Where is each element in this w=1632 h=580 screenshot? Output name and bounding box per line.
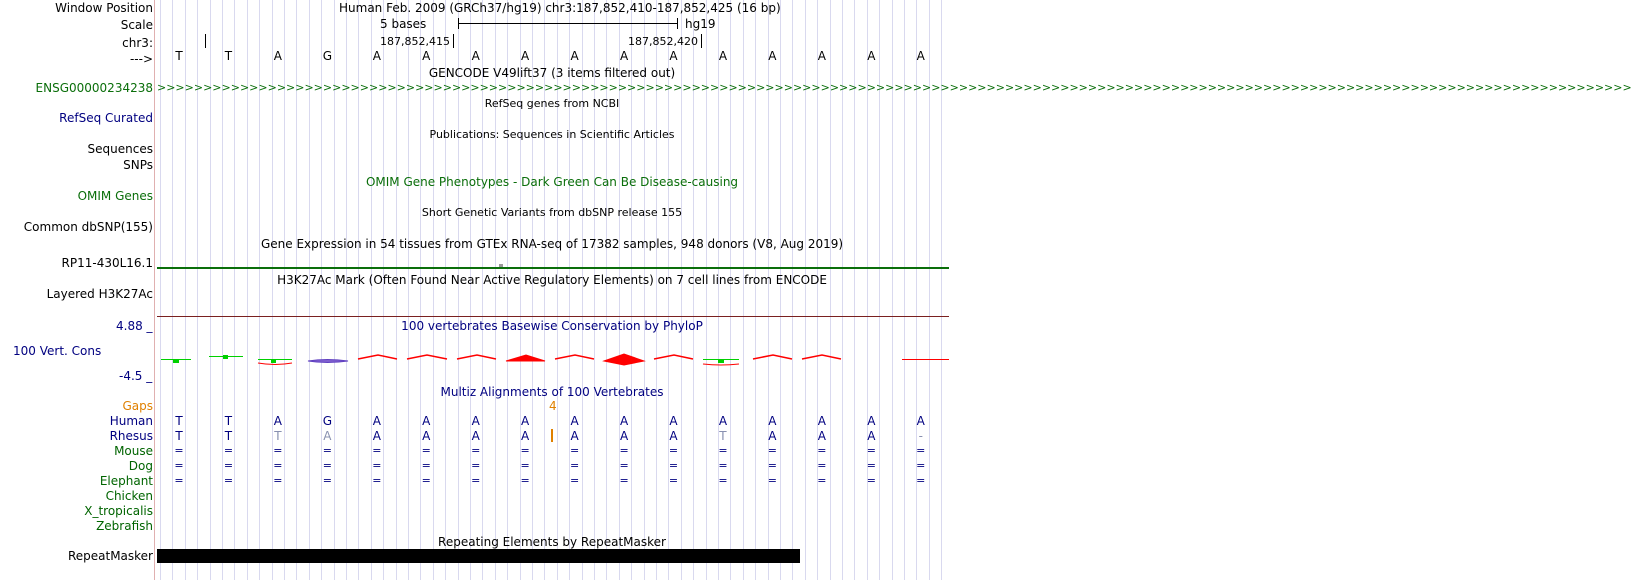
- alignment-base: =: [520, 444, 530, 457]
- base-letter: T: [224, 49, 233, 63]
- gencode-item-label[interactable]: ENSG00000234238: [35, 81, 153, 95]
- alignment-base: =: [668, 474, 679, 487]
- alignment-base: =: [619, 474, 629, 487]
- phylop-max-label: 4.88 _: [116, 319, 153, 333]
- phylop-bar-13: [753, 355, 792, 359]
- alignment-base: =: [767, 474, 777, 487]
- alignment-base: =: [372, 474, 382, 487]
- gtex-track-title: Gene Expression in 54 tissues from GTEx RNA-seq of 17382 samples, 948 donors (V8, Aug 2019): [260, 237, 844, 251]
- position-text: Human Feb. 2009 (GRCh37/hg19) chr3:187,852,410-187,852,425 (16 bp): [339, 1, 781, 15]
- species-label: Elephant: [99, 474, 153, 488]
- alignment-base: A: [669, 414, 678, 428]
- ruler-tick-1: [205, 34, 206, 48]
- phylop-track-label[interactable]: 100 Vert. Cons: [13, 344, 102, 358]
- alignment-base: =: [174, 474, 184, 487]
- alignment-base: =: [866, 444, 876, 457]
- repeatmasker-track-label[interactable]: RepeatMasker: [67, 549, 153, 563]
- phylop-min-label: -4.5 _: [119, 369, 153, 383]
- alignment-base: -: [918, 429, 923, 443]
- alignment-base: =: [174, 444, 184, 457]
- phylop-bar-16: [902, 359, 949, 360]
- phylop-bar-6: [407, 355, 447, 359]
- alignment-base: =: [471, 474, 481, 487]
- species-label: Mouse: [114, 444, 153, 458]
- gap-count-label: 4: [549, 399, 557, 413]
- alignment-base: =: [817, 474, 827, 487]
- base-letter: A: [570, 49, 579, 63]
- base-letter: G: [322, 49, 332, 63]
- alignment-base: A: [471, 429, 480, 443]
- phylop-bar-7: [457, 355, 496, 359]
- alignment-base: =: [273, 459, 283, 472]
- refseq-track-title: RefSeq genes from NCBI: [484, 97, 620, 110]
- phylop-bar-5: [358, 355, 397, 359]
- base-letter: A: [768, 49, 777, 63]
- coordinate-label-1: 187,852,415: [380, 35, 450, 48]
- alignment-base: A: [768, 429, 777, 443]
- alignment-base: =: [520, 459, 530, 472]
- phylop-bar-4: [308, 360, 348, 363]
- alignment-base: A: [422, 414, 431, 428]
- multiz-track-title: Multiz Alignments of 100 Vertebrates: [440, 385, 664, 399]
- alignment-base: =: [718, 444, 728, 457]
- alignment-base: A: [323, 429, 332, 443]
- alignment-base: T: [719, 429, 727, 443]
- gencode-track-title: GENCODE V49lift37 (3 items filtered out): [428, 66, 676, 80]
- alignment-base: T: [175, 414, 183, 428]
- alignment-base: =: [619, 444, 629, 457]
- alignment-base: =: [471, 444, 481, 457]
- phylop-bar-12-low: [703, 364, 739, 365]
- chromosome-label: chr3:: [122, 36, 153, 50]
- alignment-base: =: [866, 459, 876, 472]
- alignment-base: =: [718, 474, 728, 487]
- base-letter: A: [471, 49, 480, 63]
- alignment-base: =: [916, 474, 926, 487]
- species-label: Dog: [128, 459, 153, 473]
- alignment-base: =: [619, 459, 629, 472]
- alignment-base: =: [718, 459, 728, 472]
- base-letter: A: [372, 49, 381, 63]
- coordinate-label-2: 187,852,420: [628, 35, 698, 48]
- alignment-base: =: [223, 474, 234, 487]
- base-letter: A: [718, 49, 728, 63]
- base-letter: T: [175, 49, 183, 63]
- scale-bar: [458, 23, 677, 24]
- alignment-base: A: [471, 414, 480, 428]
- scale-bar-right-tick: [677, 18, 678, 29]
- phylop-bar-3-peak: [271, 359, 276, 363]
- species-label: Human: [109, 414, 153, 428]
- phylop-track-title: 100 vertebrates Basewise Conservation by PhyloP: [401, 319, 703, 333]
- alignment-base: =: [273, 474, 283, 487]
- alignment-base: =: [817, 444, 827, 457]
- alignment-base: A: [273, 414, 282, 428]
- gtex-item-label[interactable]: RP11-430L16.1: [61, 256, 153, 270]
- phylop-bar-14: [802, 355, 841, 359]
- publications-track-title: Publications: Sequences in Scientific Articles: [429, 128, 675, 141]
- alignment-base: =: [372, 444, 382, 457]
- scale-label: Scale: [120, 18, 153, 32]
- phylop-bar-1-peak: [173, 359, 179, 363]
- alignment-base: =: [817, 459, 827, 472]
- assembly-label: hg19: [685, 17, 716, 31]
- alignment-base: A: [422, 429, 431, 443]
- alignment-base: A: [521, 429, 530, 443]
- h3k27ac-track-label[interactable]: Layered H3K27Ac: [46, 287, 153, 301]
- strand-arrow-label: --->: [129, 52, 153, 66]
- phylop-conservation-graph: [157, 340, 950, 375]
- alignment-base: G: [322, 414, 332, 428]
- scale-text: 5 bases: [380, 17, 427, 31]
- label-panel-divider: [154, 0, 155, 580]
- alignment-base: A: [768, 414, 777, 428]
- gaps-label: Gaps: [122, 399, 153, 413]
- base-letter: A: [521, 49, 530, 63]
- alignment-base: T: [175, 429, 183, 443]
- alignment-base: =: [866, 474, 876, 487]
- alignment-base: =: [174, 459, 184, 472]
- window-position-label: Window Position: [55, 1, 153, 15]
- publications-track-label[interactable]: Sequences: [87, 142, 153, 156]
- base-letter: A: [817, 49, 826, 63]
- alignment-base: =: [569, 459, 580, 472]
- alignment-base: A: [619, 414, 629, 428]
- phylop-bar-12-peak: [718, 359, 724, 363]
- alignment-base: A: [669, 429, 678, 443]
- alignment-base: T: [224, 414, 233, 428]
- base-letter: A: [273, 49, 282, 63]
- base-letter: A: [867, 49, 876, 63]
- alignment-base: =: [322, 474, 332, 487]
- phylop-bar-8: [506, 355, 545, 361]
- alignment-base: A: [718, 414, 728, 428]
- h3k27ac-baseline: [157, 316, 949, 317]
- alignment-base: =: [767, 444, 777, 457]
- base-letter: A: [422, 49, 431, 63]
- h3k27ac-track-title: H3K27Ac Mark (Often Found Near Active Regulatory Elements) on 7 cell lines from ENCODE: [277, 273, 827, 287]
- alignment-base: =: [668, 459, 679, 472]
- alignment-base: A: [916, 414, 925, 428]
- alignment-base: =: [916, 444, 926, 457]
- alignment-base: =: [421, 474, 431, 487]
- alignment-base: =: [767, 459, 777, 472]
- repeatmasker-feature[interactable]: [157, 549, 800, 563]
- species-label: X_tropicalis: [84, 504, 153, 518]
- phylop-bar-2-peak: [223, 355, 228, 359]
- phylop-bar-9: [555, 355, 594, 359]
- phylop-bar-10: [604, 354, 644, 365]
- alignment-base: A: [867, 414, 876, 428]
- omim-track-title: OMIM Gene Phenotypes - Dark Green Can Be Disease-causing: [365, 175, 739, 189]
- alignment-base: A: [817, 429, 826, 443]
- alignment-base: =: [372, 459, 382, 472]
- alignment-base: =: [421, 459, 431, 472]
- alignment-base: A: [570, 414, 579, 428]
- repeatmasker-track-title: Repeating Elements by RepeatMasker: [438, 535, 666, 549]
- alignment-base: A: [372, 414, 381, 428]
- phylop-bar-3-low: [258, 363, 292, 365]
- omim-track-label[interactable]: OMIM Genes: [77, 189, 153, 203]
- base-letter: A: [619, 49, 629, 63]
- alignment-base: A: [867, 429, 876, 443]
- alignment-base: A: [570, 429, 579, 443]
- phylop-bar-11: [654, 355, 693, 359]
- base-letter: A: [916, 49, 925, 63]
- gap-marker: [551, 429, 553, 442]
- dbsnp-track-title: Short Genetic Variants from dbSNP release 155: [421, 206, 683, 219]
- species-label: Chicken: [105, 489, 153, 503]
- alignment-base: T: [274, 429, 282, 443]
- alignment-base: =: [223, 444, 234, 457]
- species-label: Zebrafish: [96, 519, 153, 533]
- alignment-base: =: [569, 474, 580, 487]
- alignment-base: =: [223, 459, 234, 472]
- ruler-tick-2: [453, 34, 454, 48]
- alignment-base: =: [421, 444, 431, 457]
- alignment-base: =: [916, 459, 926, 472]
- dbsnp-track-label[interactable]: Common dbSNP(155): [23, 220, 153, 234]
- alignment-base: =: [322, 459, 332, 472]
- alignment-base: =: [322, 444, 332, 457]
- gencode-gene-feature[interactable]: >>>>>>>>>>>>>>>>>>>>>>>>>>>>>>>>>>>>>>>>>>>>>>>>>>>>>>>>>>>>>>>>>>>>>>>>>>>>>>>>>>>>>>>>>>>>>>>>>>>>>>>>>>>>>>>>>>>>>>>>>>>>>>>>>>>>>>>>>>>>>>>>>>>>>>>>>>>>>>>>: [157, 81, 1632, 94]
- alignment-base: =: [273, 444, 283, 457]
- alignment-base: =: [569, 444, 580, 457]
- alignment-base: =: [668, 444, 679, 457]
- alignment-base: T: [224, 429, 233, 443]
- alignment-base: A: [619, 429, 629, 443]
- alignment-base: =: [520, 474, 530, 487]
- alignment-base: A: [817, 414, 826, 428]
- alignment-base: =: [471, 459, 481, 472]
- alignment-base: A: [372, 429, 381, 443]
- gtex-gene-line[interactable]: [157, 267, 949, 269]
- snps-track-label[interactable]: SNPs: [123, 158, 153, 172]
- alignment-base: A: [521, 414, 530, 428]
- scale-bar-left-tick: [458, 18, 459, 29]
- species-label: Rhesus: [109, 429, 153, 443]
- base-letter: A: [669, 49, 678, 63]
- ruler-tick-3: [701, 34, 702, 48]
- refseq-track-label[interactable]: RefSeq Curated: [59, 111, 153, 125]
